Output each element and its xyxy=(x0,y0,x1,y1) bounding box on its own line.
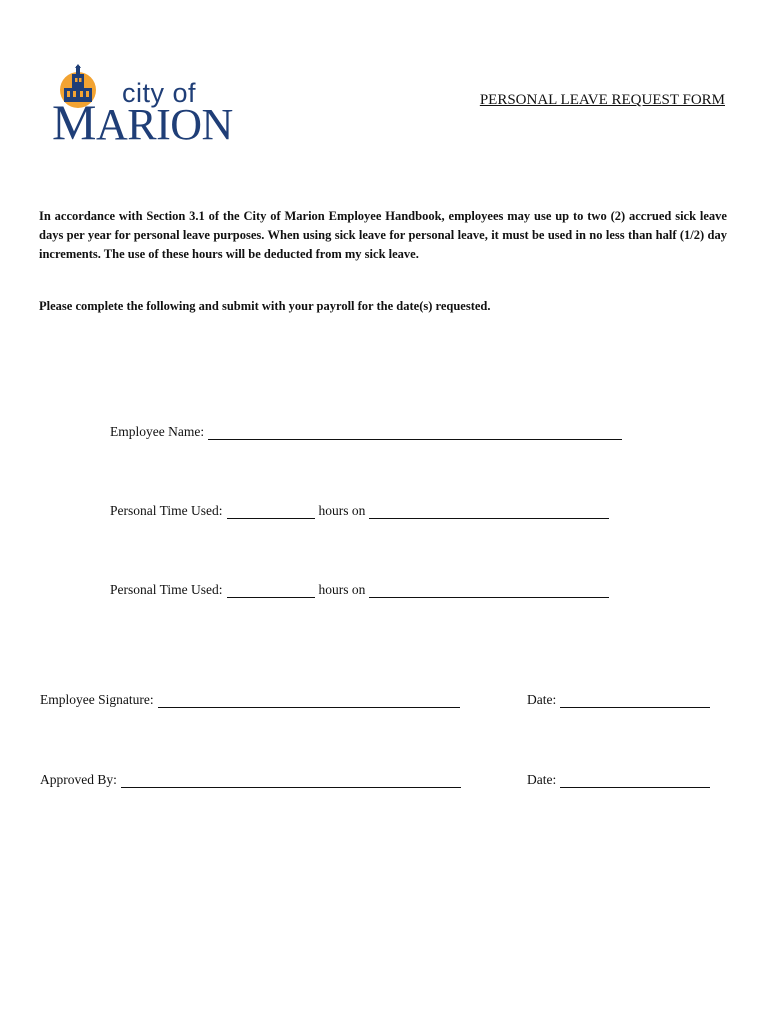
approval-date-row xyxy=(527,772,714,788)
date-requested-field-1[interactable] xyxy=(369,504,609,519)
hours-on-label-1: hours on xyxy=(318,503,366,518)
hours-field-1[interactable] xyxy=(227,504,315,519)
instruction-text: Please complete the following and submit with your payroll for the date(s) requested. xyxy=(39,299,491,313)
date-requested-field-2[interactable] xyxy=(369,583,609,598)
form-title: PERSONAL LEAVE REQUEST FORM xyxy=(479,92,725,108)
approval-date-field[interactable] xyxy=(560,773,710,788)
approved-by-row xyxy=(40,772,465,788)
signature-date-label: Date: xyxy=(527,692,557,707)
personal-time-row-1 xyxy=(110,503,613,519)
approved-by-field[interactable] xyxy=(121,773,461,788)
hours-field-2[interactable] xyxy=(227,583,315,598)
approved-by-label: Approved By: xyxy=(40,772,117,787)
logo-text-city-of: city of xyxy=(122,78,197,108)
intro-paragraph: In accordance with Section 3.1 of the City of Marion Employee Handbook, employees may use up to two (2) accrued sick leave days per year for personal leave purposes. When using sick leave for personal leave, it must be used in no less than half (1/2) day increments. The use of these hours will be deducted from my sick leave. xyxy=(39,209,727,261)
employee-signature-label: Employee Signature: xyxy=(40,692,154,707)
signature-date-row xyxy=(527,692,714,708)
employee-name-label: Employee Name: xyxy=(110,424,205,439)
approval-date-label: Date: xyxy=(527,772,557,787)
logo-text-marion: MARION xyxy=(52,94,233,150)
personal-time-label-1: Personal Time Used: xyxy=(110,503,223,518)
personal-time-label-2: Personal Time Used: xyxy=(110,582,223,597)
city-of-marion-logo xyxy=(50,62,240,150)
personal-time-row-2 xyxy=(110,582,613,598)
hours-on-label-2: hours on xyxy=(318,582,366,597)
employee-name-row xyxy=(110,424,626,440)
signature-date-field[interactable] xyxy=(560,693,710,708)
employee-signature-row xyxy=(40,692,464,708)
employee-name-field[interactable] xyxy=(208,425,622,440)
employee-signature-field[interactable] xyxy=(158,693,460,708)
